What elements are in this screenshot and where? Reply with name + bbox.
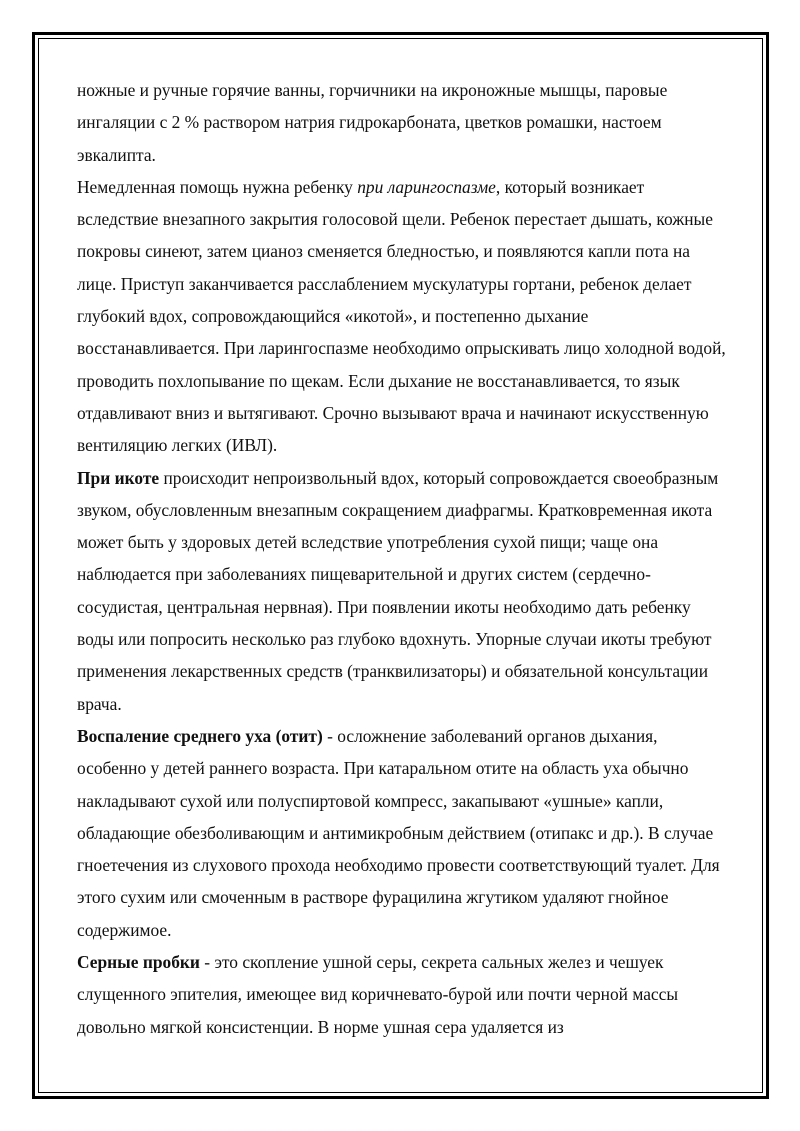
paragraph-earwax [77, 946, 727, 1043]
emphasis-laryngospasm: при ларингоспазме [357, 176, 496, 197]
paragraph-text: происходит непроизвольный вдох, который сопровождается своеобразным звуком, обусловленным внезапным сокращением диафрагмы. Кратковременная икота может быть у здоровых детей вследствие употребления сухой пищи; чаще она наблюдается при заболеваниях пищеварительной и других систем (сердечно-сосудистая, центральная нервная). При появлении икоты необходимо дать ребенку воды или попросить несколько раз глубоко вдохнуть. Упорные случаи икоты требуют применения лекарственных средств (транквилизаторы) и обязательной консультации врача. [77, 467, 719, 714]
term-otitis: Воспаление среднего уха (отит) [77, 725, 323, 746]
term-hiccups: При икоте [77, 467, 160, 488]
paragraph-otitis [77, 720, 727, 946]
term-earwax: Серные пробки [77, 952, 200, 973]
paragraph-laryngospasm [77, 171, 727, 462]
paragraph-text: - осложнение заболеваний органов дыхания, особенно у детей раннего возраста. При катаральном отите на область уха обычно накладывают сухой или полуспиртовой компресс, закапывают «ушные» капли, обладающие обезболивающим и антимикробным действием (отипакс и др.). В случае гноетечения из слухового прохода необходимо провести соответствующий туалет. Для этого сухим или смоченным в растворе фурацилина жгутиком удаляют гнойное содержимое. [77, 725, 720, 940]
paragraph-text: , который возникает вследствие внезапного закрытия голосовой щели. Ребенок перестает дышать, кожные покровы синеют, затем цианоз сменяется бледностью, и появляются капли пота на лице. Приступ заканчивается расслаблением мускулатуры гортани, ребенок делает глубокий вдох, сопровождающийся «икотой», и постепенно дыхание восстанавливается. При ларингоспазме необходимо опрыскивать лицо холодной водой, проводить похлопывание по щекам. Если дыхание не восстанавливается, то язык отдавливают вниз и вытягивают. Срочно вызывают врача и начинают искусственную вентиляцию легких (ИВЛ). [77, 176, 726, 456]
paragraph-lead: Немедленная помощь нужна ребенку [77, 176, 358, 197]
paragraph-text: - это скопление ушной серы, секрета сальных желез и чешуек слущенного эпителия, имеющее вид коричневато-бурой или почти черной массы довольно мягкой консистенции. В норме ушная сера удаляется из [77, 952, 679, 1037]
paragraph-hiccups [77, 462, 727, 720]
paragraph-bath-procedures [77, 74, 727, 171]
paragraph-text: ножные и ручные горячие ванны, горчичники на икроножные мышцы, паровые ингаляции с 2 % раствором натрия гидрокарбоната, цветков ромашки, настоем эвкалипта. [77, 80, 668, 165]
document-body [77, 74, 727, 1043]
